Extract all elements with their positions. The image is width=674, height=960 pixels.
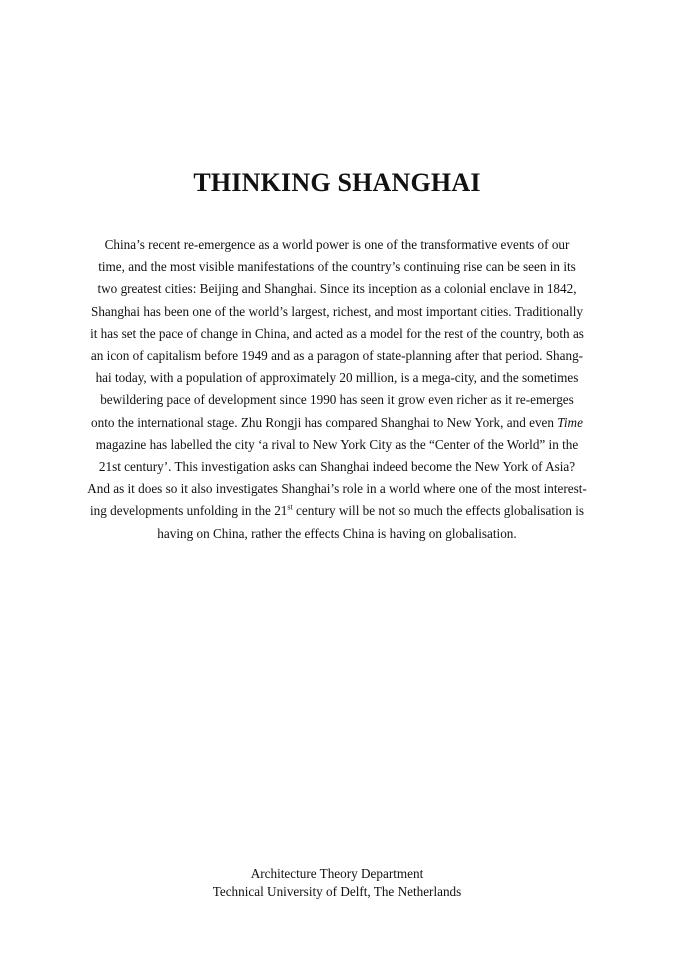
abstract-line: bewildering pace of development since 1990 has seen it grow even richer as it re-emerges (100, 392, 574, 408)
abstract-line (72, 500, 602, 522)
abstract-text: onto the international stage. Zhu Rongji has compared Shanghai to New York, and even (91, 414, 554, 430)
abstract-line: Shanghai has been one of the world’s largest, richest, and most important cities. Traditionally (90, 303, 583, 319)
abstract-text: ing developments unfolding in the 21 (89, 503, 288, 519)
abstract-line: having on China, rather the effects China is having on globalisation. (157, 525, 517, 541)
abstract-line: time, and the most visible manifestations of the country’s continuing rise can be seen in its (98, 259, 576, 275)
abstract-line: hai today, with a population of approximately 20 million, is a mega-city, and the sometimes (95, 370, 579, 386)
abstract-line: 21st century’. This investigation asks can Shanghai indeed become the New York of Asia? (98, 459, 576, 475)
abstract-paragraph (72, 234, 602, 545)
abstract-line: And as it does so it also investigates Shanghai’s role in a world where one of the most interest- (87, 481, 587, 497)
ordinal-suffix: st (287, 503, 293, 513)
department-name: Architecture Theory Department (250, 866, 424, 881)
abstract-line (72, 412, 602, 434)
university-name: Technical University of Delft, The Netherlands (212, 884, 462, 899)
abstract-line: China’s recent re-emergence as a world power is one of the transformative events of our (104, 237, 570, 252)
abstract-line: magazine has labelled the city ‘a rival to New York City as the “Center of the World” in the (95, 436, 579, 452)
abstract-line: two greatest cities: Beijing and Shanghai. Since its inception as a colonial enclave in 1842, (97, 281, 577, 297)
affiliation-footer (0, 865, 674, 901)
abstract-line: an icon of capitalism before 1949 and as a paragon of state-planning after that period. Shang- (90, 348, 584, 364)
abstract-text: century will be not so much the effects globalisation is (292, 503, 585, 519)
magazine-title: Time (557, 414, 583, 430)
abstract-line: it has set the pace of change in China, and acted as a model for the rest of the country, both as (90, 325, 584, 341)
page-title: THINKING SHANGHAI (193, 168, 481, 197)
